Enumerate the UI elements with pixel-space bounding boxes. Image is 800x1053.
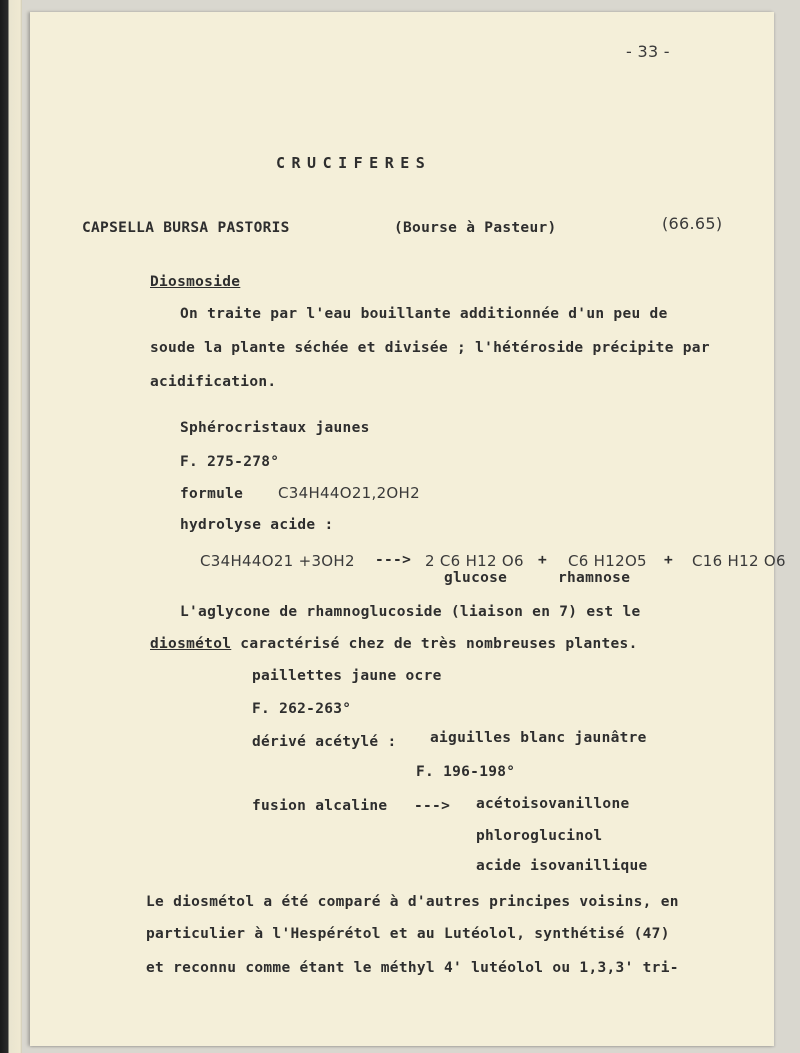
compound-heading: Diosmoside [150, 274, 241, 290]
paragraph-1-line-2: soude la plante séchée et divisée ; l'hétéroside précipite par [150, 340, 710, 356]
fusion-label: fusion alcaline [252, 798, 388, 814]
hydrolysis-label: hydrolyse acide : [180, 517, 334, 533]
fusion-product-3: acide isovanillique [476, 858, 648, 874]
reaction-label-rhamnose: rhamnose [558, 570, 631, 586]
paragraph-1-line-3: acidification. [150, 374, 277, 390]
paragraph-2-line-1: L'aglycone de rhamnoglucoside (liaison en 7) est le [180, 604, 641, 620]
page-number: - 33 - [626, 42, 670, 61]
appearance-1: Sphérocristaux jaunes [180, 420, 370, 436]
reaction-product-glucose: 2 C6 H12 O6 [425, 552, 524, 570]
melting-point-1: F. 275-278° [180, 454, 280, 470]
reaction-reactant: C34H44O21 +3OH2 [200, 552, 355, 570]
diosmetol-term: diosmétol [150, 636, 232, 652]
document-page [30, 12, 786, 1046]
acetyl-melting-point: F. 196-198° [416, 764, 516, 780]
fusion-product-2: phloroglucinol [476, 828, 603, 844]
paragraph-3-line-2: particulier à l'Hespérétol et au Lutéolol, synthétisé (47) [146, 926, 670, 942]
fusion-arrow: ---> [414, 798, 451, 814]
species-reference: (66.65) [662, 214, 723, 233]
species-common-name: (Bourse à Pasteur) [394, 220, 557, 236]
reaction-label-glucose: glucose [444, 570, 508, 586]
paragraph-1-line-1: On traite par l'eau bouillante additionnée d'un peu de [180, 306, 668, 322]
reaction-product-rhamnose: C6 H12O5 [568, 552, 647, 570]
paragraph-3-line-3: et reconnu comme étant le méthyl 4' lutéolol ou 1,3,3' tri- [146, 960, 679, 976]
fusion-product-1: acétoisovanillone [476, 796, 630, 812]
reaction-arrow: ---> [375, 552, 412, 568]
reaction-plus-1: + [538, 552, 548, 568]
melting-point-2: F. 262-263° [252, 701, 352, 717]
formula-value: C34H44O21,2OH2 [278, 484, 420, 502]
acetyl-label: dérivé acétylé : [252, 734, 397, 750]
section-title: CRUCIFERES [276, 154, 432, 172]
formula-label: formule [180, 486, 244, 502]
reaction-product-aglycone: C16 H12 O6 [692, 552, 786, 570]
species-name: CAPSELLA BURSA PASTORIS [82, 220, 290, 236]
book-binding-edge [0, 0, 22, 1053]
appearance-2: paillettes jaune ocre [252, 668, 442, 684]
reaction-plus-2: + [664, 552, 674, 568]
paragraph-2-line-2-rest: caractérisé chez de très nombreuses plantes. [231, 636, 638, 652]
paragraph-2-line-2 [150, 636, 638, 652]
acetyl-value: aiguilles blanc jaunâtre [430, 730, 647, 746]
paragraph-3-line-1: Le diosmétol a été comparé à d'autres principes voisins, en [146, 894, 679, 910]
